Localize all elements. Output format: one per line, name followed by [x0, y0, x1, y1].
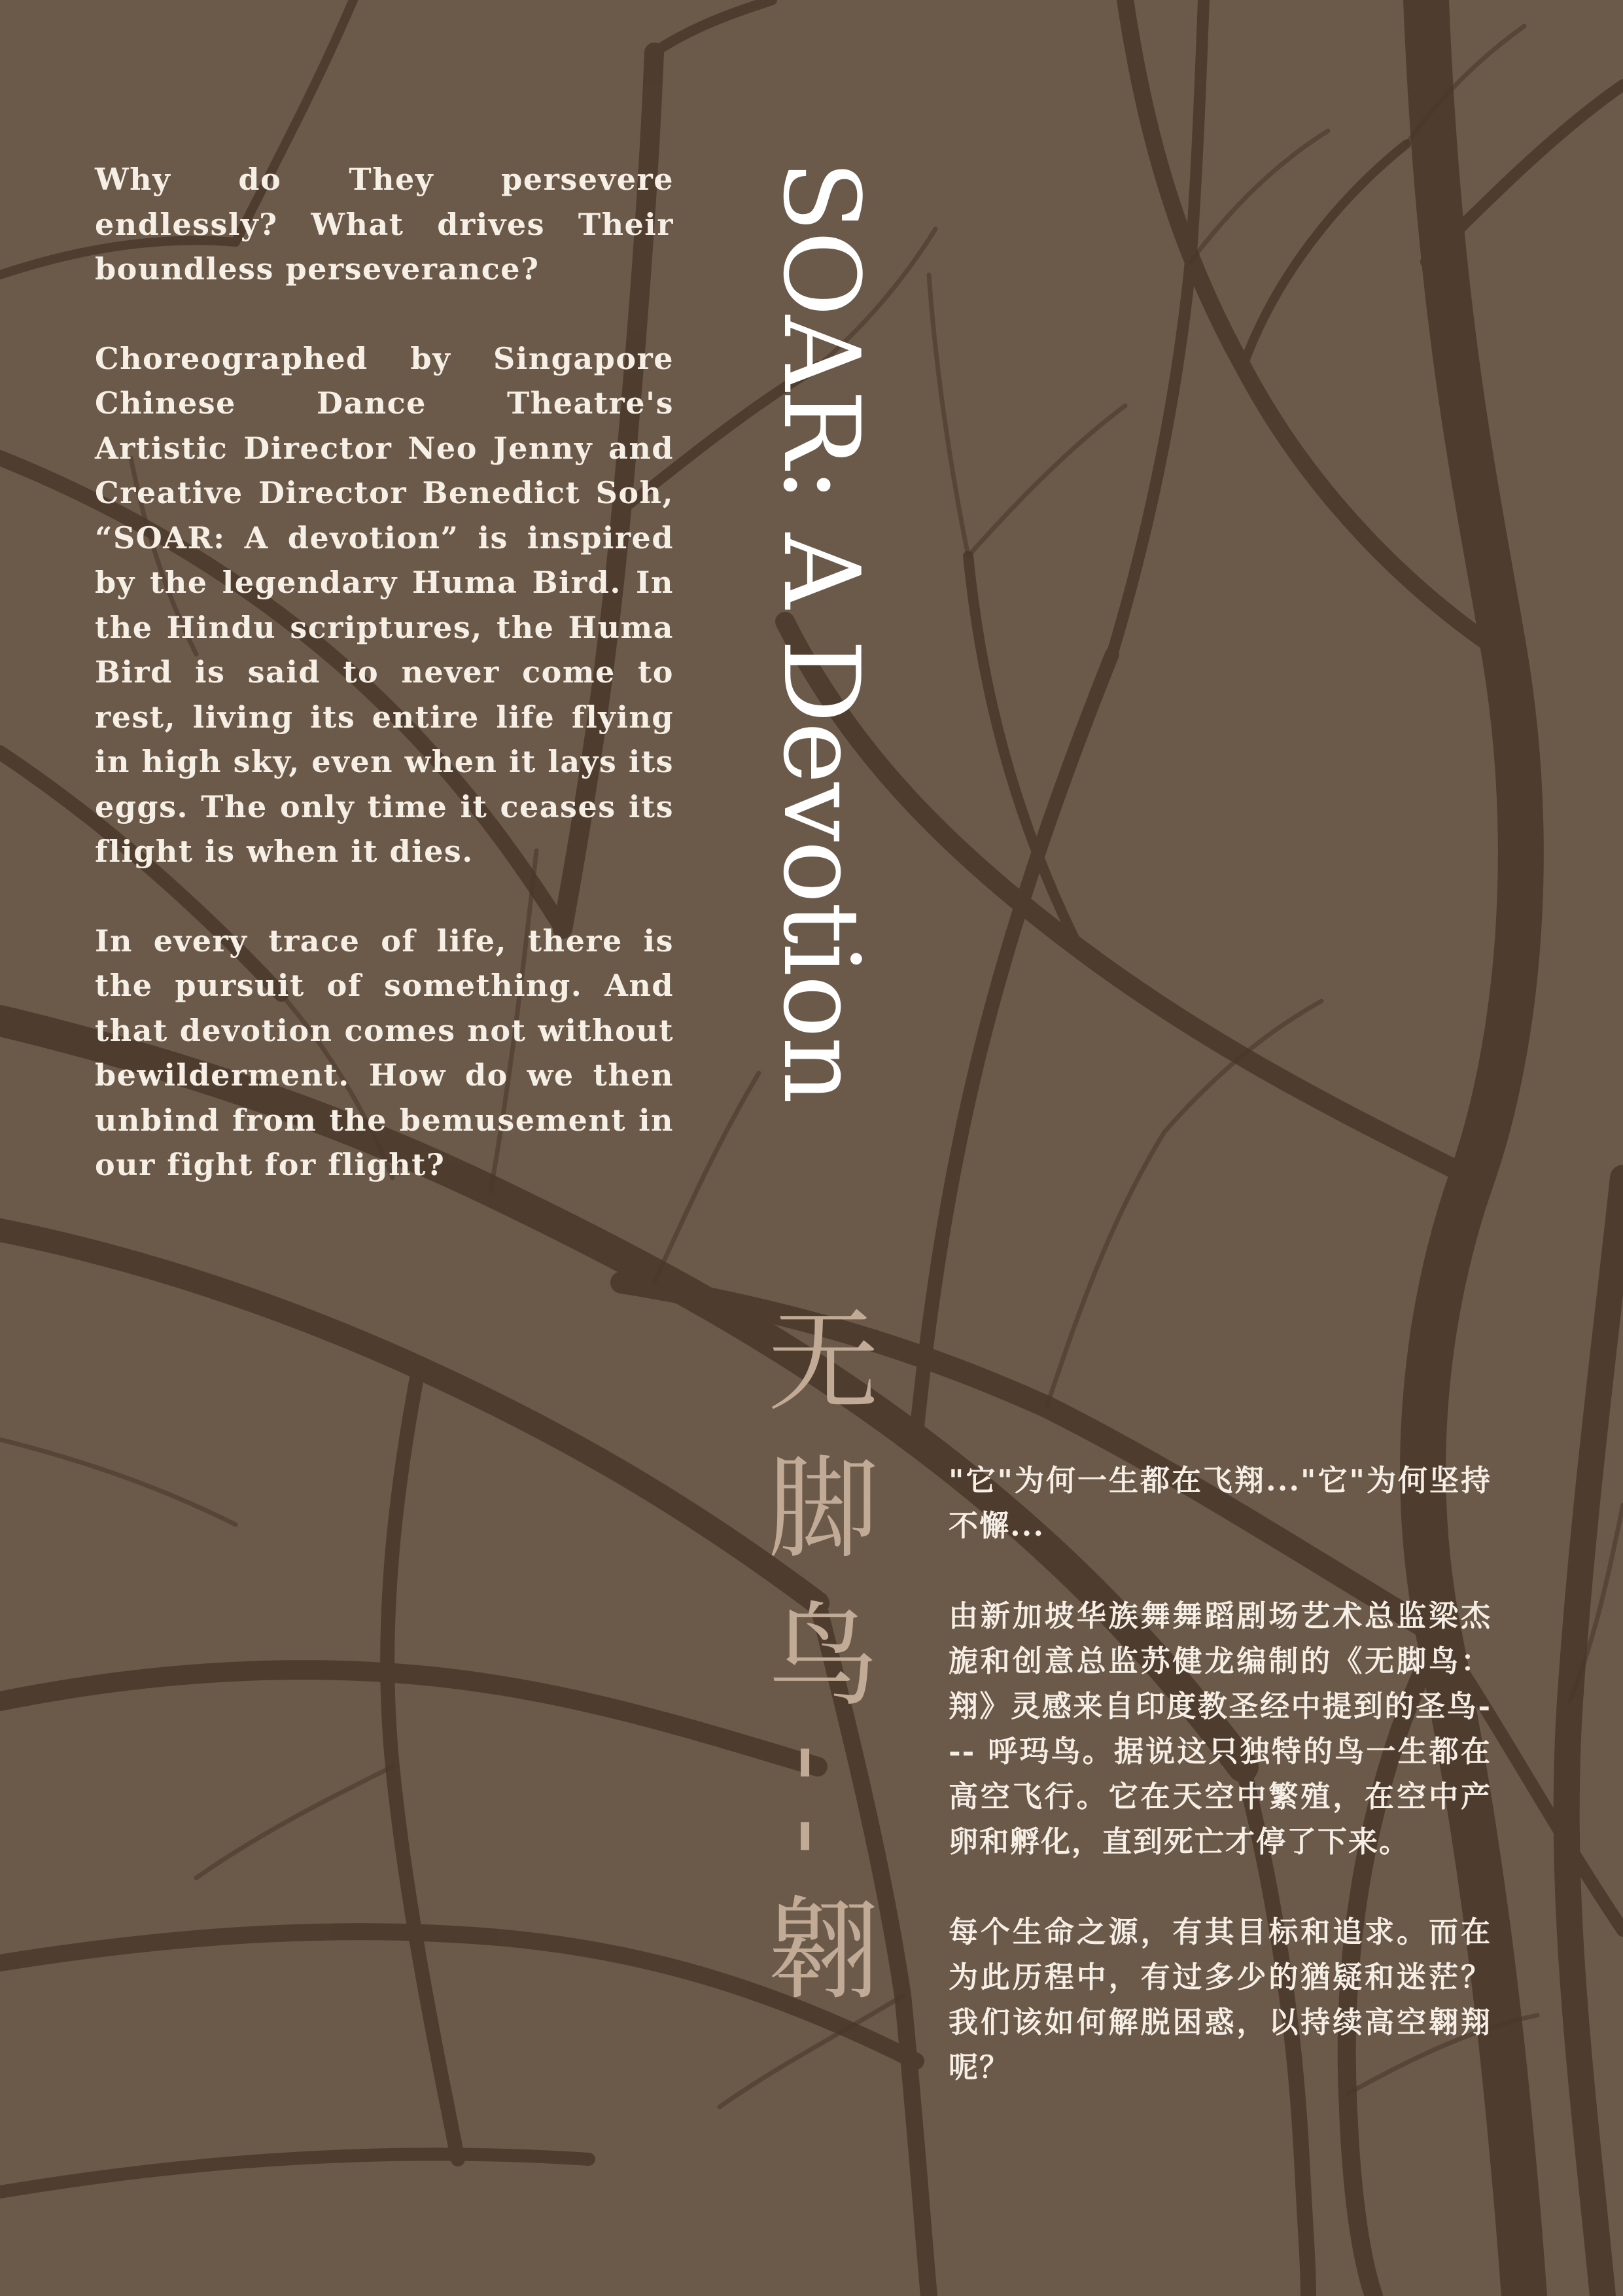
chinese-paragraph-2: 由新加坡华族舞舞蹈剧场艺术总监梁杰旎和创意总监苏健龙编制的《无脚鸟：翔》灵感来自印度教圣经中提到的圣鸟--- 呼玛鸟。据说这只独特的鸟一生都在高空飞行。它在天空中繁殖，在空中产卵和孵化，直到死亡才停了下来。: [949, 1598, 1492, 1859]
chinese-description: [949, 1458, 1492, 2135]
english-paragraph-2: Choreographed by Singapore Chinese Dance Theatre's Artistic Director Neo Jenny and Creative Director Benedict Soh, “SOAR: A devotion” is inspired by the legendary Huma Bird. In the Hindu scriptures, the Huma Bird is said to never come to rest, living its entire life flying in high sky, even when it lays its eggs. The only time it ceases its flight is when it dies.: [95, 340, 674, 869]
english-description: [95, 157, 674, 1232]
english-paragraph-1: Why do They persevere endlessly? What drives Their boundless perseverance?: [95, 162, 674, 287]
english-paragraph-3: In every trace of life, there is the pursuit of something. And that devotion comes not without bewilderment. How do we then unbind from the bemusement in our fight for flight?: [95, 923, 674, 1182]
chinese-paragraph-3: 每个生命之源，有其目标和追求。而在为此历程中，有过多少的猶疑和迷茫？我们该如何解脱困惑，以持续高空翱翔呢？: [949, 1915, 1492, 2085]
english-title: SOAR: A Devotion: [760, 160, 882, 1103]
chinese-paragraph-1: "它"为何一生都在飞翔..."它"为何坚持不懈...: [949, 1463, 1492, 1543]
chinese-title: 无脚鸟--翱: [748, 1302, 878, 2038]
